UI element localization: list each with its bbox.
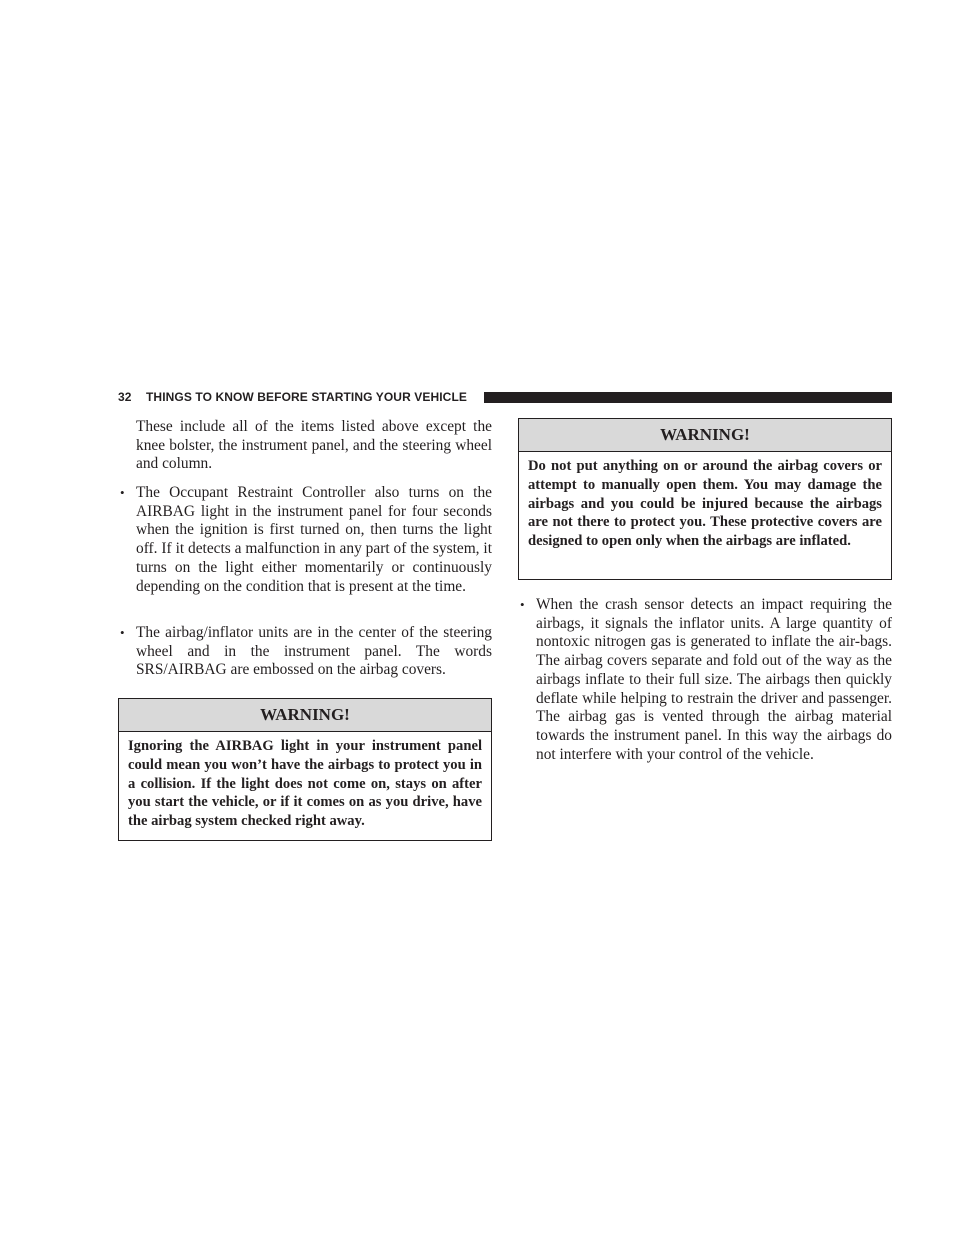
warning-text: Do not put anything on or around the airbag covers or attempt to manually open them. You may damage the airbags and you could be injured because the airbags are not there to protect you. These protective covers are designed to open only when the airbags are inflated. <box>528 458 882 550</box>
section-title: THINGS TO KNOW BEFORE STARTING YOUR VEHICLE <box>146 390 467 404</box>
warning-title: WARNING! <box>519 419 891 452</box>
page-header <box>118 390 892 406</box>
page-number: 32 <box>118 390 132 404</box>
warning-box-airbag-covers <box>518 418 892 580</box>
warning-title: WARNING! <box>119 699 491 732</box>
bullet-marker: • <box>120 485 125 500</box>
bullet-item-inflator-units: The airbag/inflator units are in the center of the steering wheel and in the instrument panel. The words SRS/AIRBAG are embossed on the airbag covers. <box>136 624 492 679</box>
warning-text: Ignoring the AIRBAG light in your instrument panel could mean you won’t have the airbags to protect you in a collision. If the light does not come on, stays on after you start the vehicle, or if it comes on as you drive, have the airbag system checked right away. <box>128 738 482 830</box>
bullet-item-crash-sensor: When the crash sensor detects an impact requiring the airbags, it signals the inflator units. A large quantity of nontoxic nitrogen gas is generated to inflate the air-bags. The airbag covers separate and fold out of the way as the airbags inflate to their full size. The airbags then quickly deflate while helping to restrain the driver and passenger. The airbag gas is vented through the airbag material towards the instrument panel. In this way the airbags do not interfere with your control of the vehicle. <box>536 596 892 763</box>
intro-paragraph: These include all of the items listed above except the knee bolster, the instrument panel, and the steering wheel and column. <box>136 418 492 473</box>
warning-box-airbag-light <box>118 698 492 841</box>
bullet-marker: • <box>120 625 125 640</box>
header-rule <box>484 392 892 403</box>
bullet-marker: • <box>520 597 525 612</box>
bullet-item-controller: The Occupant Restraint Controller also turns on the AIRBAG light in the instrument panel for four seconds when the ignition is first turned on, then turns the light off. If it detects a malfunction in any part of the system, it turns on the light either momentarily or continuously depending on the condition that is present at the time. <box>136 484 492 595</box>
